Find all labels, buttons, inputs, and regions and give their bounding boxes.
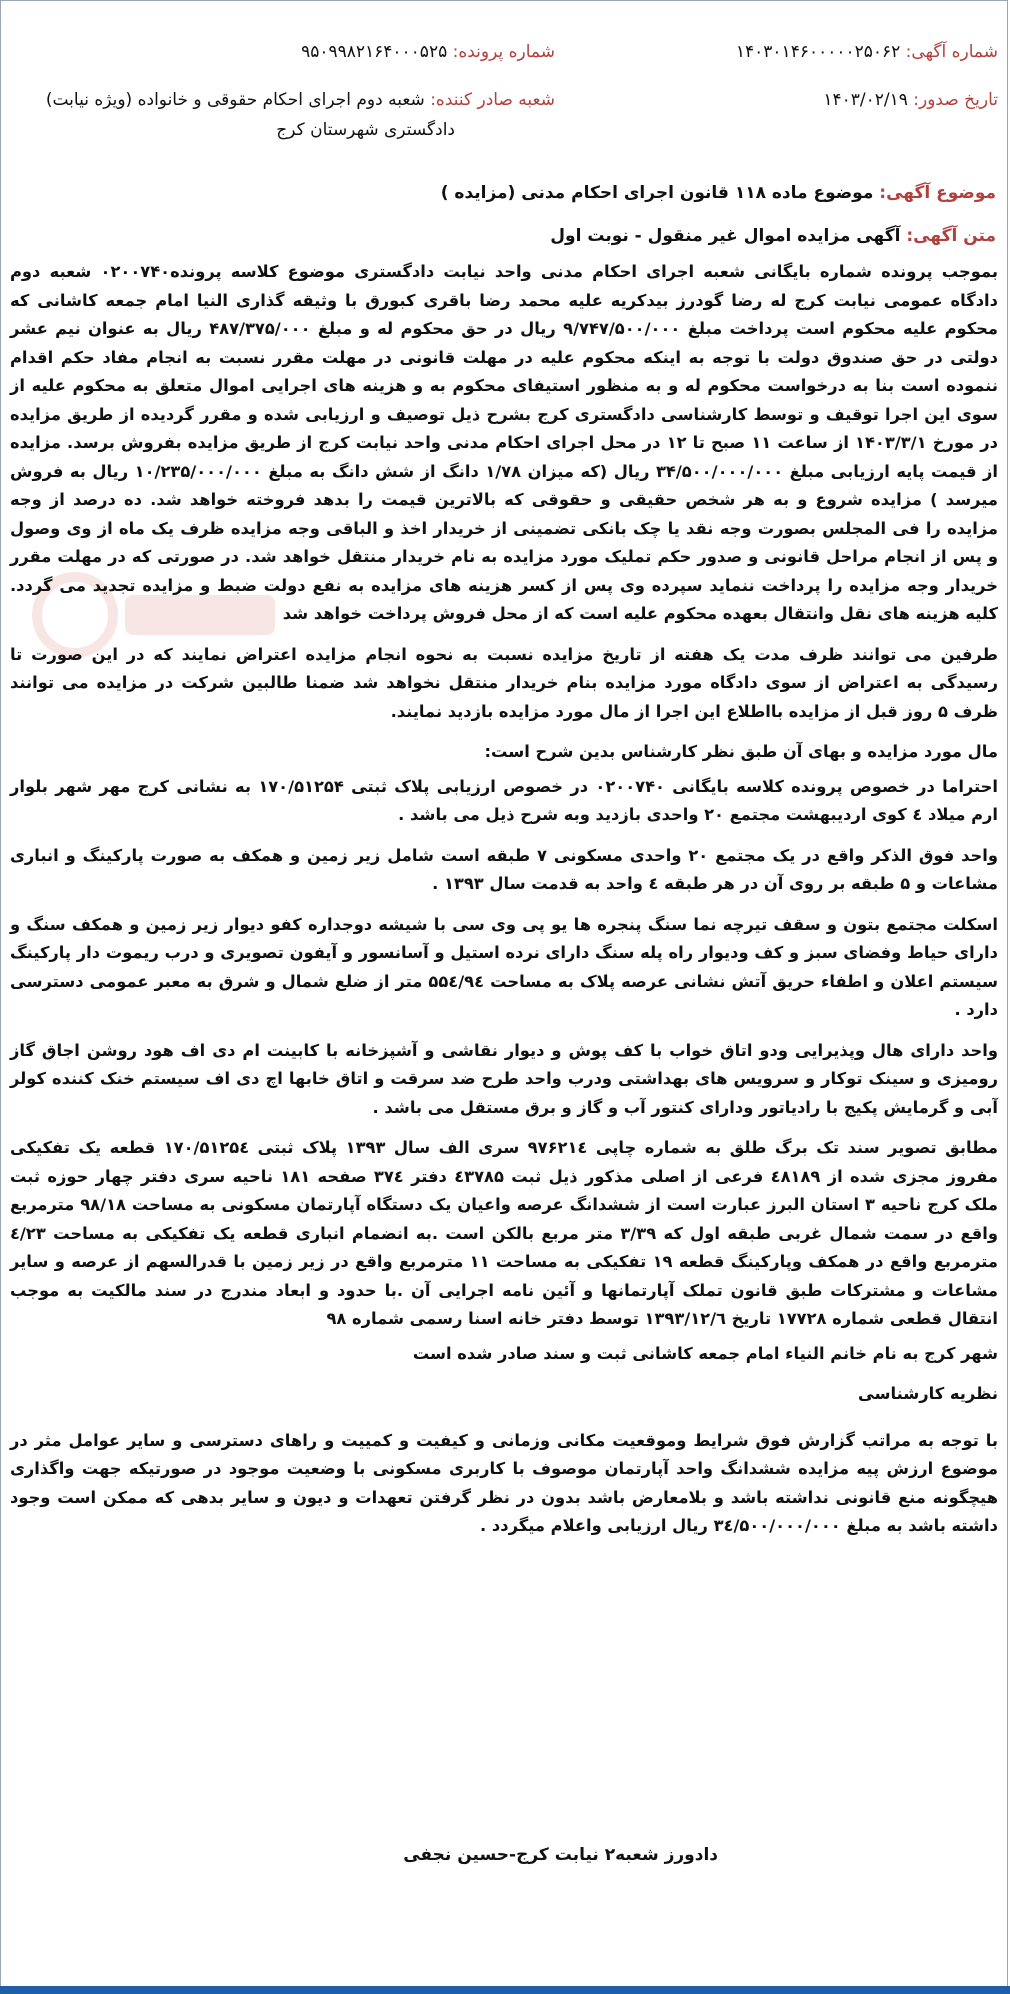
paragraph-unit: واحد دارای هال وپذیرایی ودو اتاق خواب با کف پوش و دیوار نقاشی و آشپزخانه با کابینت ام دی اف هود روشن اجاق گاز رومیزی و سینک توکار و سرویس های بهداشتی ودرب واحد طرح ضد سرقت و اتاق خابها اچ دی اف سیستم خنک کننده کولر آبی و گرمایش پکیج با رادیاتور ودارای کنتور آب و گاز و برق مستقل می باشد . <box>10 1040 998 1117</box>
subject-label: موضوع آگهی: <box>879 183 996 203</box>
paragraph-deed: مطابق تصویر سند تک برگ طلق به شماره چاپی ۹۷۶۲۱٤ سری الف سال ۱۳۹۳ پلاک ثبتی ۱۷۰/۵۱۲۵٤ قطعه یک تفکیکی مفروز مجزی شده از ٤۸۱۸۹ فرعی از اصلی مذکور ذیل ثبت ٤۳۷۸۵ دفتر ۳۷٤ صفحه ۱۸۱ ناحیه سری دفتر چهار حوزه ثبت ملک کرج ناحیه ۳ استان البرز عبارت است از ششدانگ عرصه واعیان یک دستگاه آپارتمان مسکونی به مساحت ۹۸/۱۸ مترمربع واقع در سمت شمال غربی طبقه اول که ۳/۳۹ متر مربع بالکن است .به انضمام انباری قطعه یک تفکیکی به مساحت ٤/۲۳ مترمربع واقع در همکف وپارکینگ قطعه ۱۹ تفکیکی به مساحت ۱۱ مترمربع واقع در زیر زمین با قدرالسهم از عرصه و سایر مشاعات و مشترکات طبق قانون تملک آپارتمانها و آئین نامه اجرایی آن .با حدود و ابعاد مندرج در سند مالکیت به موجب انتقال قطعی شماره ۱۷۷۲۸ تاریخ ۱۳۹۳/۱۲/٦ توسط دفتر خانه اسنا رسمی شماره ۹۸ <box>10 1138 999 1328</box>
ad-number-value: ۱۴۰۳۰۱۴۶۰۰۰۰۰۲۵۰۶۲ <box>735 42 901 62</box>
issuing-branch-label: شعبه صادر کننده: <box>430 90 555 110</box>
ad-text-label: متن آگهی: <box>906 226 996 246</box>
paragraph-expert-intro: مال مورد مزایده و بهای آن طبق نظر کارشناس بدین شرح است: <box>484 742 998 761</box>
signature: دادورز شعبه۲ نیابت کرج-حسین نجفی <box>403 1845 718 1865</box>
issue-date-label: تاریخ صدور: <box>913 90 998 110</box>
paragraph-auction-details: بموجب پرونده شماره بایگانی شعبه اجرای احکام مدنی واحد نیابت دادگستری موضوع کلاسه پرونده۰۲۰۰۷۴۰ شعبه دوم دادگاه عمومی نیابت کرج له رضا گودرز بیدکریه علیه محمد رضا باقری کبورق با وثیقه گذاری النیا امام جمعه کاشانی که محکوم علیه محکوم است پرداخت مبلغ ۹/۷۴۷/۵۰۰/۰۰۰ ریال در حق محکوم له و مبلغ ۴۸۷/۳۷۵/۰۰۰ ریال به عنوان نیم عشر دولتی در حق صندوق دولت با توجه به اینکه محکوم علیه در مهلت قانونی در مهلت مقرر نسبت به انجام مفاد حکم اقدام ننموده است بنا به درخواست محکوم له و به منظور استیفای محکوم به و هزینه های اجرایی اموال متعلق به محکوم علیه از سوی این اجرا توقیف و توسط کارشناسی دادگستری کرج بشرح ذیل توصیف و ارزیابی شده و مقرر گردیده از طریق مزایده در مورخ ۱۴۰۳/۳/۱ از ساعت ۱۱ صبح تا ۱۲ در محل اجرای احکام مدنی واحد نیابت کرج از طریق مزایده بفروش برسد. مزایده از قیمت پایه ارزیابی مبلغ ۳۴/۵۰۰/۰۰۰/۰۰۰ ریال (که میزان ۱/۷۸ دانگ از شش دانگ به مبلغ ۱۰/۲۳۵/۰۰۰/۰۰۰ ریال به فروش میرسد ) مزایده شروع و به هر شخص حقیقی و حقوقی که بالاترین قیمت را بدهد فروخته خواهد شد. ده درصد از وجه مزایده را فی المجلس بصورت وجه نقد یا چک بانکی تضمینی از خریدار اخذ و الباقی وجه مزایده ظرف یک ماه از وی وصول و پس از انجام مراحل قانونی و صدور حکم تملیک مورد مزایده به نام خریدار منتقل خواهد شد. در صورتی که در مهلت مقرر خریدار وجه مزایده را پرداخت ننماید سپرده وی پس از کسر هزینه های مزایده به نفع دولت ضبط و مزایده تجدید می گردد. کلیه هزینه های نقل وانتقال بعهده محکوم علیه است که از محل فروش پرداخت خواهد شد <box>10 262 998 623</box>
bottom-bar <box>0 1986 1010 1994</box>
paragraph-property-location: احتراما در خصوص پرونده کلاسه بایگانی ۰۲۰۰۷۴۰ در خصوص ارزیابی پلاک ثبتی ۱۷۰/۵۱۲۵۴ به نشانی کرج مهر شهر بلوار ارم میلاد ٤ کوی اردیبهشت مجتمع ۲۰ واحدی بازدید وبه شرح ذیل می باشد . <box>10 776 998 824</box>
paragraph-owner: شهر کرج به نام خانم النیاء امام جمعه کاشانی ثبت و سند صادر شده است <box>412 1343 998 1363</box>
notice-body <box>10 258 998 1553</box>
issue-date <box>823 90 998 110</box>
paragraph-valuation: با توجه به مراتب گزارش فوق شرایط وموقعیت مکانی وزمانی و کیفیت و کمییت و راهای دسترسی و سایر عوامل مثر در موضوع ارزش پیه مزایده ششدانگ واحد آپارتمان موصوف با کاربری مسکونی با وضعیت موجود در صورتیکه جهت واگذاری هیچگونه منع قانونی نداشته باشد و بلامعارض باشد بدون در نظر گرفتن تعهدات و دیون و سایر بدهی که ممکن است وجود داشته باشد به مبلغ ۳٤/۵۰۰/۰۰۰/۰۰۰ ریال ارزیابی واعلام میگردد . <box>10 1430 998 1535</box>
ad-number <box>736 42 998 62</box>
issuing-branch-line1: شعبه دوم اجرای احکام حقوقی و خانواده (ویژه نیابت) <box>45 90 425 110</box>
paragraph-objection: طرفین می توانند ظرف مدت یک هفته از تاریخ مزایده نسبت به نحوه انجام مزایده اعتراض نمایند که در این صورت تا رسیدگی به اعتراض از سوی دادگاه مورد مزایده بنام خریدار منتقل نخواهد شد ضمنا طالبین شرکت در مزایده می توانند ظرف ۵ روز قبل از مزایده بااطلاع این اجرا از مال مورد مزایده بازدید نمایند. <box>10 644 998 721</box>
case-number-label: شماره پرونده: <box>452 42 555 62</box>
case-number-value: ۹۵۰۹۹۸۲۱۶۴۰۰۰۵۲۵ <box>301 42 448 62</box>
issuing-branch <box>46 90 555 110</box>
ad-number-label: شماره آگهی: <box>905 42 998 62</box>
paragraph-building: واحد فوق الذکر واقع در یک مجتمع ۲۰ واحدی مسکونی ۷ طبقه است شامل زیر زمین و همکف به صورت پارکینگ و انباری مشاعات و ۵ طبقه بر روی آن در هر طبقه ٤ واحد به قدمت سال ۱۳۹۳ . <box>10 845 998 893</box>
issuing-branch-second-line <box>276 120 455 140</box>
subject-value: موضوع ماده ۱۱۸ قانون اجرای احکام مدنی (مزایده ) <box>440 183 874 203</box>
subject-line <box>441 183 996 203</box>
ad-text-value: آگهی مزایده اموال غیر منقول - نوبت اول <box>550 226 901 246</box>
paragraph-structure: اسکلت مجتمع بتون و سقف تیرچه نما سنگ پنجره ها یو پی وی سی با شیشه دوجداره کفو دیوار زیر زمین و همکف سنگ و دارای حیاط وفضای سبز و کف ودیوار راه پله سنگ دارای نرده استیل و آسانسور و آیفون تصویری و درب ریموت دار پارکینگ سیستم اعلان و اطفاء حریق آتش نشانی عرصه پلاک به مساحت ۵۵٤/۹٤ متر از ضلع شمال و شرق به معبر عمومی دسترسی دارد . <box>10 914 998 1019</box>
expert-opinion-heading: نظریه کارشناسی <box>858 1384 998 1403</box>
case-number <box>301 42 555 62</box>
issue-date-value: ۱۴۰۳/۰۲/۱۹ <box>823 90 908 110</box>
ad-text-line <box>550 226 996 246</box>
issuing-branch-line2: دادگستری شهرستان کرج <box>276 120 455 140</box>
